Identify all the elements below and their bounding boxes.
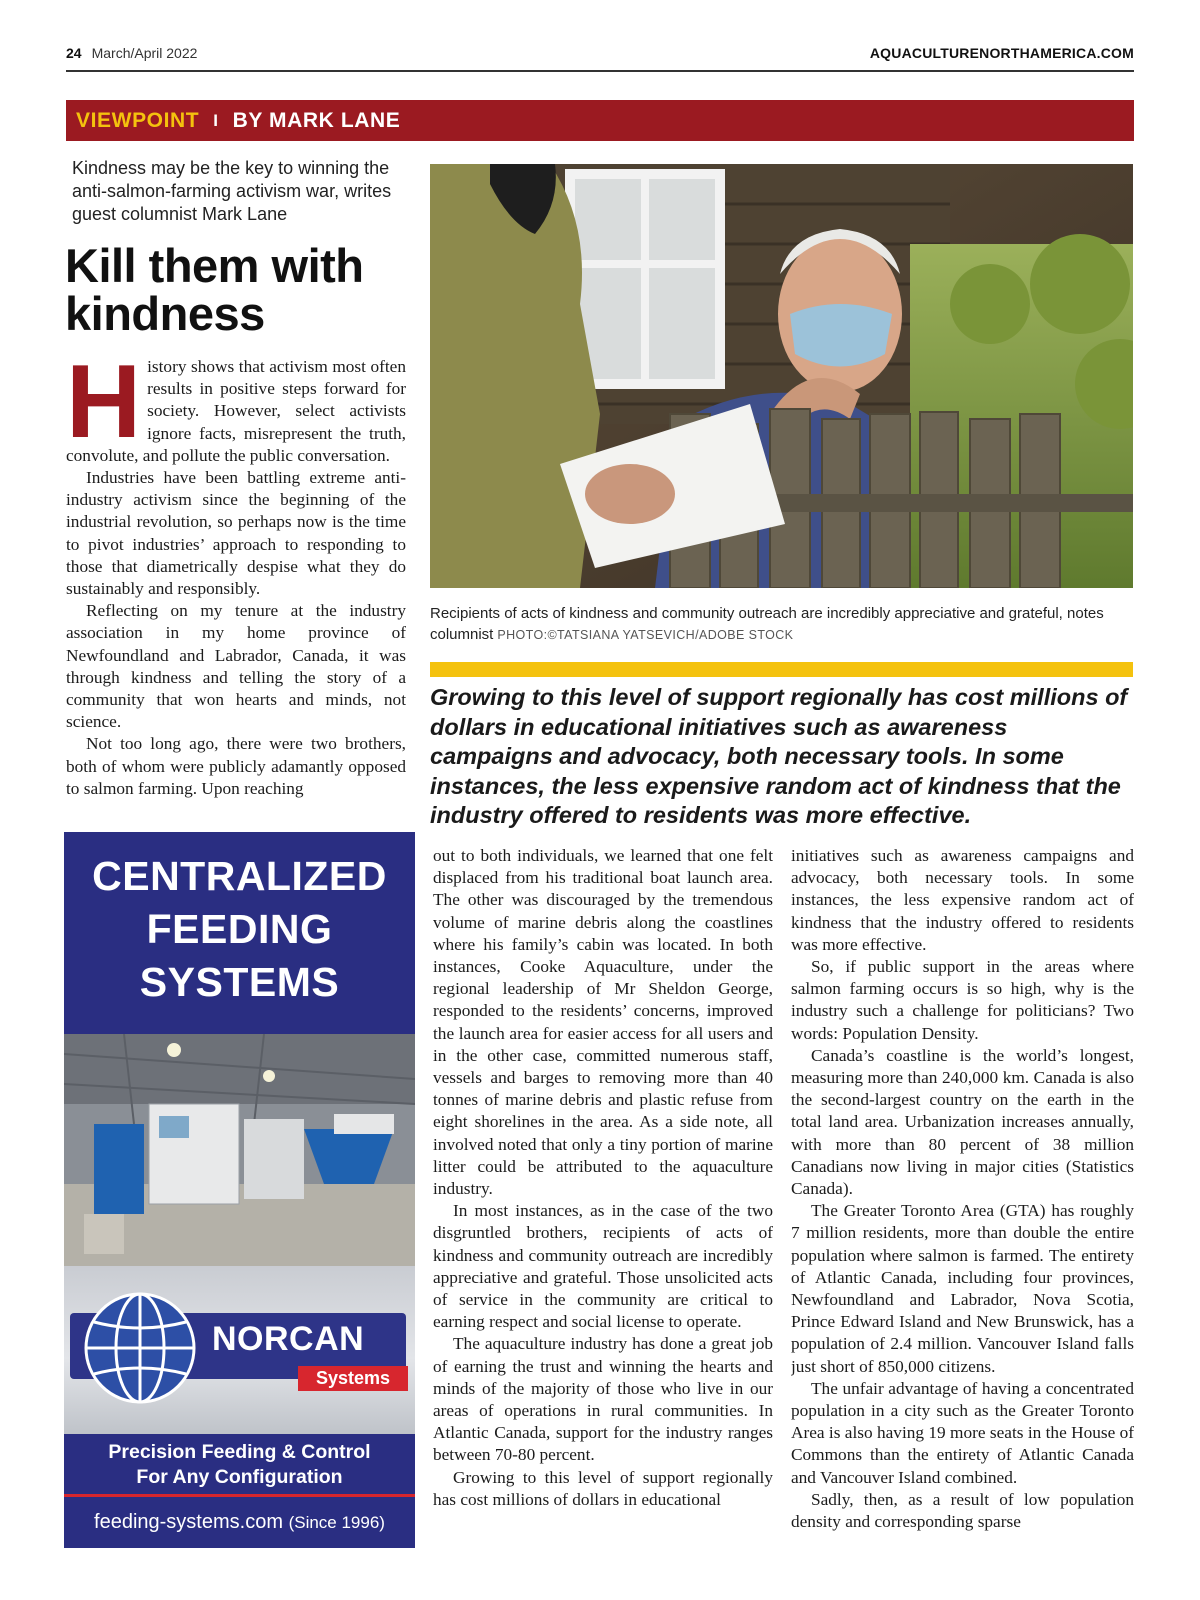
ad-equipment-photo xyxy=(64,1034,415,1266)
advertisement[interactable] xyxy=(64,832,415,1548)
author-byline: BY MARK LANE xyxy=(232,108,401,132)
ad-brand-sub: Systems xyxy=(298,1366,408,1391)
website-url[interactable]: AQUACULTURENORTHAMERICA.COM xyxy=(869,45,1134,61)
paragraph: Not too long ago, there were two brothers, both of whom were publicly adamantly opposed to salmon farming. Upon reaching xyxy=(66,734,406,798)
ad-url-link[interactable] xyxy=(64,1502,415,1542)
paragraph: The Greater Toronto Area (GTA) has roughly 7 million residents, more than double the entire population where salmon is farmed. The entirety of Atlantic Canada, including four provinces, Newfoundland and Labrador, Nova Scotia, Prince Edward Island and New Brunswick, has a population of 2.4 million. Vancouver Island falls just short of 850,000 citizens. xyxy=(791,1201,1134,1376)
ad-url[interactable]: feeding-systems.com xyxy=(94,1511,283,1533)
ad-tagline xyxy=(64,1440,415,1490)
paragraph: Industries have been battling extreme anti-industry activism since the beginning of the industrial revolution, so perhaps now is the time to pivot industries’ approach to responding to those that diametrically despise what they do sustainably and responsibly. xyxy=(66,468,406,599)
photo-credit: PHOTO:©TATSIANA YATSEVICH/ADOBE STOCK xyxy=(497,628,794,642)
article-headline: Kill them with kindness xyxy=(65,239,364,340)
drop-cap: H xyxy=(66,356,142,460)
article-deck: Kindness may be the key to winning the anti-salmon-farming activism war, writes guest columnist Mark Lane xyxy=(72,158,392,224)
ad-title-line: CENTRALIZED xyxy=(92,853,387,899)
paragraph: The unfair advantage of having a concentrated population in a city such as the Greater Toronto Area is also having 19 more seats in the House of Commons than the entirety of Atlantic Canada and Vancouver Island combined. xyxy=(791,1378,1134,1487)
globe-icon xyxy=(84,1292,196,1404)
paragraph: In most instances, as in the case of the two disgruntled brothers, recipients of acts of kindness and community outreach are incredibly appreciative and grateful. Those unsolicited acts of service in the community are critical to earning respect and social license to operate. xyxy=(433,1201,773,1332)
ad-title xyxy=(64,850,415,1009)
header-rule xyxy=(66,70,1134,72)
article-photo xyxy=(430,164,1133,588)
page-header-left xyxy=(66,45,197,61)
ad-tagline-line: For Any Configuration xyxy=(136,1466,343,1488)
issue-date: March/April 2022 xyxy=(91,45,198,61)
paragraph: Canada’s coastline is the world’s longest, measuring more than 240,000 km. Canada is also the second-largest country on the earth in the total land area. Urbanization increases annually, with more than 80 percent of 38 million Canadians now living in major cities (Statistics Canada). xyxy=(791,1045,1134,1199)
body-column-3 xyxy=(791,845,1134,1555)
section-label: VIEWPOINT xyxy=(76,108,200,132)
paragraph: Growing to this level of support regionally has cost millions of dollars in educational xyxy=(433,1467,773,1509)
ad-since: (Since 1996) xyxy=(288,1513,385,1532)
paragraph: The aquaculture industry has done a great job of earning the trust and winning the hearts and minds of the majority of those who live in our areas of operations in rural communities. In Atlantic Canada, support for the industry ranges between 70-80 percent. xyxy=(433,1334,773,1465)
ad-tagline-line: Precision Feeding & Control xyxy=(108,1441,371,1463)
section-bar xyxy=(66,100,1134,141)
pull-quote-bar xyxy=(430,662,1133,677)
paragraph: Sadly, then, as a result of low population density and corresponding sparse xyxy=(791,1489,1134,1532)
photo-caption xyxy=(430,603,1135,646)
pull-quote: Growing to this level of support regionally has cost millions of dollars in educational initiatives such as awareness campaigns and advocacy, both necessary tools. In some instances, the less expensive random act of kindness that the industry offered to residents was more effective. xyxy=(430,684,1128,828)
ad-brand-name: NORCAN xyxy=(212,1320,365,1358)
ad-brand-panel xyxy=(64,1266,415,1434)
page-number: 24 xyxy=(66,45,82,61)
ad-title-line: FEEDING xyxy=(146,906,333,952)
paragraph: initiatives such as awareness campaigns and advocacy, both necessary tools. In some instances, the less expensive random act of kindness that the industry offered to residents was more effective. xyxy=(791,846,1134,954)
section-separator: I xyxy=(213,110,219,130)
paragraph: History shows that activism most often results in positive steps forward for society. However, select activists ignore facts, misrepresent the truth, convolute, and pollute the public conversation. xyxy=(66,356,406,465)
paragraph: out to both individuals, we learned that one felt displaced from his traditional boat launch area. The other was discouraged by the tremendous volume of marine debris along the coastlines where his family’s cabin was located. In both instances, Cooke Aquaculture, under the regional leadership of Mr Sheldon George, responded to the residents’ concerns, improved the launch area for easier access for all users and in the other case, committed numerous staff, vessels and barges to removing more than 40 tonnes of marine debris and plastic refuse from eight shorelines in the area. As a side note, all involved noted that only a tiny portion of marine litter could be attributed to the aquaculture industry. xyxy=(433,846,773,1199)
body-column-1 xyxy=(66,356,406,804)
ad-divider xyxy=(64,1494,415,1497)
ad-title-line: SYSTEMS xyxy=(139,959,340,1005)
caption-text: Recipients of acts of kindness and community outreach are incredibly appreciative and grateful, notes columnist xyxy=(430,605,1104,643)
paragraph: Reflecting on my tenure at the industry association in my home province of Newfoundland and Labrador, Canada, it was through kindness and telling the story of a community that won hearts and minds, not science. xyxy=(66,601,406,732)
body-column-2 xyxy=(433,845,773,1555)
paragraph: So, if public support in the areas where salmon farming occurs is so high, why is the industry such a challenge for politicians? Two words: Population Density. xyxy=(791,957,1134,1043)
